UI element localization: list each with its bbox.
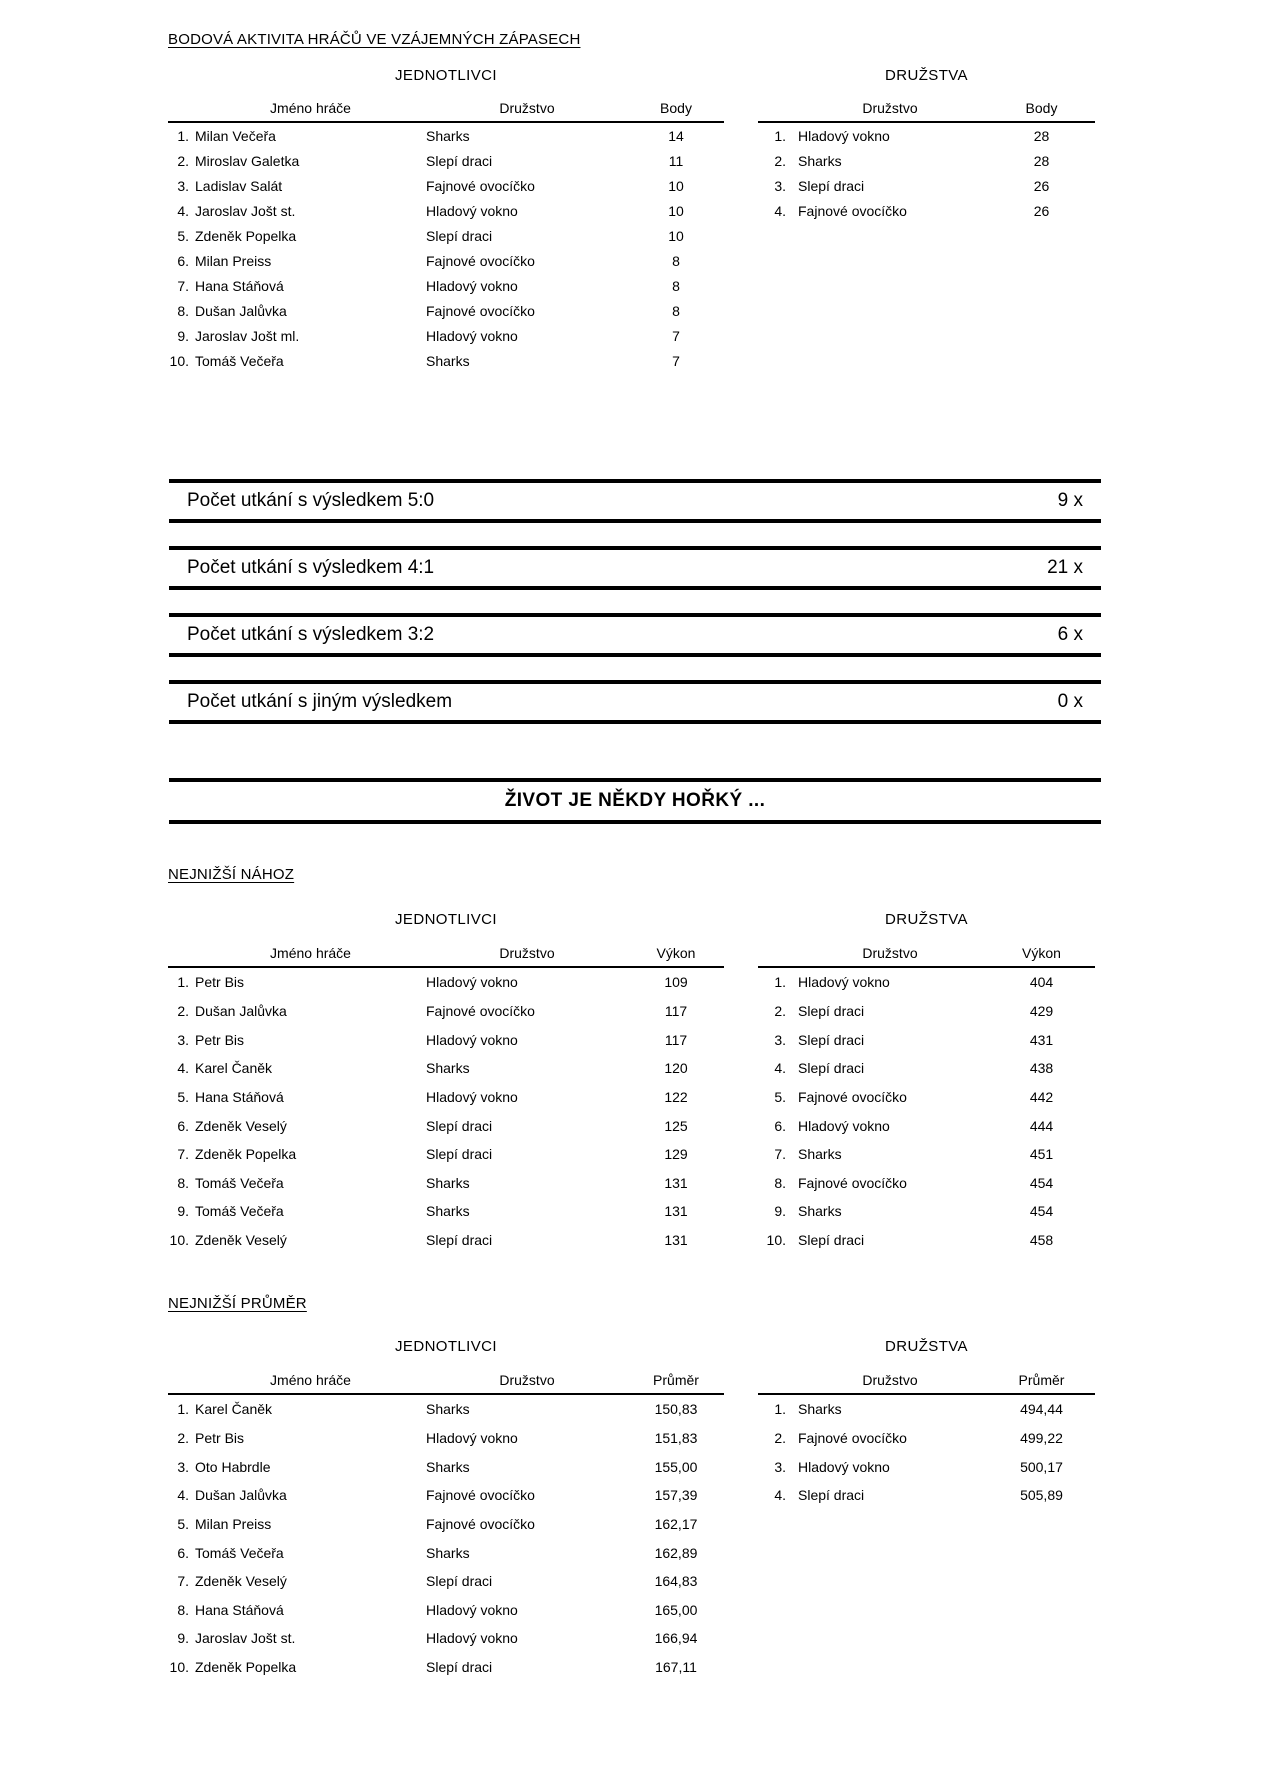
table-row [168, 1595, 724, 1624]
player-name: Tomáš Večeřa [195, 1544, 284, 1561]
player-name: Hana Stáňová [195, 1088, 284, 1105]
column-header-rank-spacer [758, 1372, 792, 1388]
column-header-rank-spacer [168, 1372, 195, 1388]
banner-value: 6 x [1057, 624, 1083, 645]
player-name: Tomáš Večeřa [195, 1203, 284, 1220]
row-rank: 8. [774, 1174, 786, 1191]
prumer-teams-table [758, 1372, 1095, 1510]
row-rank: 5. [774, 1088, 786, 1105]
table-row [168, 1111, 724, 1140]
player-name: Hana Stáňová [195, 277, 284, 294]
team-name: Sharks [798, 1401, 842, 1418]
banner-value: 21 x [1047, 557, 1083, 578]
row-rank: 4. [177, 1060, 189, 1077]
table-row [758, 123, 1095, 148]
column-header-points: Body [660, 100, 692, 116]
points-value: 26 [1033, 177, 1050, 194]
table-row [758, 968, 1095, 997]
nahoz-individuals-table [168, 945, 724, 1254]
average-value: 157,39 [654, 1487, 698, 1504]
table-row [168, 298, 724, 323]
table-header-row [758, 1372, 1095, 1395]
team-name: Slepí draci [426, 1146, 493, 1163]
team-name: Hladový vokno [798, 1117, 890, 1134]
team-name: Slepí draci [798, 1060, 865, 1077]
team-name: Fajnové ovocíčko [798, 202, 907, 219]
row-rank: 7. [774, 1146, 786, 1163]
table-row [168, 1140, 724, 1169]
banner-label: Počet utkání s jiným výsledkem [187, 691, 453, 712]
team-name: Sharks [426, 1544, 470, 1561]
performance-value: 109 [664, 974, 688, 991]
team-name: Hladový vokno [426, 277, 518, 294]
table-row [758, 1168, 1095, 1197]
result-count-row [169, 546, 1101, 590]
team-name: Fajnové ovocíčko [798, 1174, 907, 1191]
table-header-row [758, 945, 1095, 968]
team-name: Fajnové ovocíčko [798, 1429, 907, 1446]
average-value: 167,11 [655, 1659, 697, 1676]
section-heading-teams: DRUŽSTVA [885, 67, 968, 84]
points-teams-table [758, 100, 1095, 223]
table-body [758, 968, 1095, 1254]
points-value: 10 [668, 227, 684, 244]
team-name: Hladový vokno [798, 974, 890, 991]
table-row [758, 1025, 1095, 1054]
row-rank: 4. [177, 1487, 189, 1504]
points-value: 28 [1033, 152, 1050, 169]
table-row [168, 223, 724, 248]
row-rank: 7. [177, 1146, 189, 1163]
player-name: Petr Bis [195, 1031, 245, 1048]
column-header-performance: Výkon [656, 945, 696, 961]
table-header-row [168, 100, 724, 123]
points-value: 11 [668, 152, 684, 169]
divider-title: ŽIVOT JE NĚKDY HOŘKÝ ... [504, 790, 766, 811]
team-name: Slepí draci [426, 152, 493, 169]
performance-value: 454 [1029, 1174, 1054, 1191]
divider-band [169, 778, 1101, 824]
row-rank: 5. [177, 1088, 189, 1105]
banner-value: 9 x [1057, 490, 1083, 511]
performance-value: 454 [1029, 1203, 1054, 1220]
table-row [168, 1481, 724, 1510]
row-rank: 2. [177, 1002, 189, 1019]
row-rank: 10. [169, 352, 189, 369]
team-name: Hladový vokno [426, 1088, 518, 1105]
player-name: Hana Stáňová [195, 1601, 284, 1618]
row-rank: 6. [177, 1544, 189, 1561]
average-value: 162,89 [654, 1544, 698, 1561]
player-name: Dušan Jalůvka [195, 1002, 287, 1019]
table-row [168, 348, 724, 373]
points-value: 14 [668, 127, 684, 144]
player-name: Milan Preiss [195, 252, 272, 269]
table-row [168, 1226, 724, 1255]
team-name: Fajnové ovocíčko [426, 302, 535, 319]
team-name: Sharks [798, 1146, 842, 1163]
row-rank: 4. [177, 202, 189, 219]
performance-value: 438 [1029, 1060, 1054, 1077]
row-rank: 4. [774, 202, 786, 219]
column-header-average: Průměr [1018, 1372, 1065, 1388]
table-row [758, 1226, 1095, 1255]
column-header-team: Družstvo [862, 100, 918, 116]
row-rank: 2. [177, 152, 189, 169]
table-row [168, 1168, 724, 1197]
team-name: Fajnové ovocíčko [426, 252, 535, 269]
player-name: Dušan Jalůvka [195, 302, 287, 319]
table-row [758, 198, 1095, 223]
player-name: Petr Bis [195, 974, 245, 991]
table-body [168, 123, 724, 373]
team-name: Slepí draci [798, 1487, 865, 1504]
row-rank: 9. [774, 1203, 786, 1220]
player-name: Zdeněk Popelka [195, 1659, 297, 1676]
table-row [758, 148, 1095, 173]
table-row [758, 173, 1095, 198]
team-name: Sharks [426, 1174, 470, 1191]
points-value: 7 [672, 352, 680, 369]
team-name: Slepí draci [426, 1573, 493, 1590]
team-name: Slepí draci [798, 177, 865, 194]
row-rank: 5. [177, 1515, 189, 1532]
player-name: Jaroslav Jošt st. [195, 1630, 296, 1647]
table-row [168, 1083, 724, 1112]
row-rank: 2. [774, 1002, 786, 1019]
column-header-team: Družstvo [862, 945, 918, 961]
team-name: Hladový vokno [426, 202, 518, 219]
row-rank: 4. [774, 1487, 786, 1504]
points-value: 28 [1033, 127, 1050, 144]
team-name: Hladový vokno [426, 974, 518, 991]
points-value: 8 [672, 252, 680, 269]
row-rank: 3. [177, 1031, 189, 1048]
section-title-prumer: NEJNIŽŠÍ PRŮMĚR [168, 1295, 307, 1312]
performance-value: 125 [664, 1117, 688, 1134]
performance-value: 429 [1029, 1002, 1054, 1019]
table-row [758, 1111, 1095, 1140]
table-row [168, 1025, 724, 1054]
row-rank: 2. [774, 152, 786, 169]
average-value: 166,94 [654, 1630, 698, 1647]
performance-value: 444 [1029, 1117, 1054, 1134]
points-value: 10 [668, 202, 684, 219]
column-header-team: Družstvo [499, 945, 555, 961]
table-row [168, 1197, 724, 1226]
average-value: 165,00 [654, 1601, 698, 1618]
performance-value: 120 [664, 1060, 688, 1077]
column-header-team: Družstvo [862, 1372, 918, 1388]
team-name: Slepí draci [426, 1117, 493, 1134]
performance-value: 129 [664, 1146, 688, 1163]
performance-value: 404 [1029, 974, 1054, 991]
team-name: Sharks [426, 1401, 470, 1418]
table-row [758, 1054, 1095, 1083]
table-row [168, 1510, 724, 1539]
average-value: 499,22 [1020, 1429, 1063, 1446]
table-header-row [168, 945, 724, 968]
column-header-player: Jméno hráče [270, 1372, 351, 1388]
row-rank: 3. [774, 1458, 786, 1475]
performance-value: 458 [1029, 1232, 1054, 1249]
table-row [168, 1653, 724, 1682]
player-name: Karel Čaněk [195, 1060, 273, 1077]
table-row [168, 148, 724, 173]
result-count-row [169, 680, 1101, 724]
row-rank: 8. [177, 1601, 189, 1618]
row-rank: 7. [177, 277, 189, 294]
table-body [758, 123, 1095, 223]
team-name: Slepí draci [798, 1002, 865, 1019]
banner-label: Počet utkání s výsledkem 5:0 [187, 490, 435, 511]
table-body [168, 968, 724, 1254]
section-heading-individuals: JEDNOTLIVCI [395, 1338, 497, 1355]
player-name: Milan Večeřa [195, 127, 276, 144]
team-name: Hladový vokno [426, 327, 518, 344]
team-name: Sharks [798, 1203, 842, 1220]
performance-value: 122 [664, 1088, 688, 1105]
row-rank: 1. [177, 127, 189, 144]
team-name: Hladový vokno [426, 1031, 518, 1048]
row-rank: 5. [177, 227, 189, 244]
player-name: Milan Preiss [195, 1515, 272, 1532]
banner-label: Počet utkání s výsledkem 4:1 [187, 557, 435, 578]
player-name: Zdeněk Popelka [195, 1146, 297, 1163]
row-rank: 7. [177, 1573, 189, 1590]
table-row [168, 173, 724, 198]
row-rank: 4. [774, 1060, 786, 1077]
row-rank: 9. [177, 1630, 189, 1647]
table-row [168, 997, 724, 1026]
row-rank: 3. [177, 177, 189, 194]
row-rank: 1. [774, 974, 786, 991]
team-name: Slepí draci [426, 1232, 493, 1249]
table-row [168, 1395, 724, 1424]
table-row [758, 1481, 1095, 1510]
row-rank: 6. [177, 252, 189, 269]
player-name: Oto Habrdle [195, 1458, 271, 1475]
table-row [168, 248, 724, 273]
player-name: Jaroslav Jošt ml. [195, 327, 300, 344]
column-header-rank-spacer [168, 100, 195, 116]
player-name: Dušan Jalůvka [195, 1487, 287, 1504]
section-heading-teams: DRUŽSTVA [885, 1338, 968, 1355]
table-row [168, 123, 724, 148]
player-name: Karel Čaněk [195, 1401, 273, 1418]
team-name: Sharks [426, 127, 470, 144]
row-rank: 2. [177, 1429, 189, 1446]
row-rank: 9. [177, 327, 189, 344]
row-rank: 3. [177, 1458, 189, 1475]
player-name: Miroslav Galetka [195, 152, 300, 169]
player-name: Zdeněk Veselý [195, 1232, 287, 1249]
row-rank: 1. [177, 1401, 189, 1418]
average-value: 505,89 [1020, 1487, 1063, 1504]
team-name: Hladový vokno [426, 1630, 518, 1647]
team-name: Slepí draci [426, 227, 493, 244]
column-header-average: Průměr [653, 1372, 699, 1388]
table-row [168, 273, 724, 298]
performance-value: 131 [664, 1232, 688, 1249]
page-title: BODOVÁ AKTIVITA HRÁČŮ VE VZÁJEMNÝCH ZÁPASECH [168, 31, 581, 48]
row-rank: 10. [169, 1659, 189, 1676]
column-header-team: Družstvo [499, 1372, 555, 1388]
player-name: Zdeněk Popelka [195, 227, 297, 244]
points-value: 10 [668, 177, 684, 194]
team-name: Fajnové ovocíčko [426, 1487, 535, 1504]
team-name: Sharks [426, 1458, 470, 1475]
table-body [168, 1395, 724, 1681]
table-row [758, 1140, 1095, 1169]
table-row [168, 198, 724, 223]
column-header-rank-spacer [758, 945, 792, 961]
average-value: 150,83 [654, 1401, 698, 1418]
row-rank: 1. [774, 1401, 786, 1418]
points-value: 8 [672, 277, 680, 294]
column-header-performance: Výkon [1022, 945, 1061, 961]
table-row [168, 1054, 724, 1083]
table-row [168, 1567, 724, 1596]
team-name: Sharks [798, 152, 842, 169]
result-count-row [169, 613, 1101, 657]
team-name: Hladový vokno [798, 127, 890, 144]
team-name: Fajnové ovocíčko [426, 1002, 535, 1019]
row-rank: 10. [169, 1232, 189, 1249]
team-name: Sharks [426, 1060, 470, 1077]
row-rank: 8. [177, 1174, 189, 1191]
team-name: Fajnové ovocíčko [798, 1088, 907, 1105]
average-value: 162,17 [654, 1515, 698, 1532]
table-row [758, 997, 1095, 1026]
row-rank: 9. [177, 1203, 189, 1220]
section-heading-teams: DRUŽSTVA [885, 911, 968, 928]
table-row [758, 1452, 1095, 1481]
result-count-row [169, 479, 1101, 523]
player-name: Jaroslav Jošt st. [195, 202, 296, 219]
team-name: Sharks [426, 352, 470, 369]
average-value: 155,00 [654, 1458, 698, 1475]
average-value: 164,83 [654, 1573, 698, 1590]
player-name: Zdeněk Veselý [195, 1573, 287, 1590]
row-rank: 6. [177, 1117, 189, 1134]
points-individuals-table [168, 100, 724, 373]
team-name: Slepí draci [798, 1031, 865, 1048]
table-row [168, 1538, 724, 1567]
player-name: Tomáš Večeřa [195, 352, 284, 369]
player-name: Tomáš Večeřa [195, 1174, 284, 1191]
nahoz-teams-table [758, 945, 1095, 1254]
table-row [758, 1197, 1095, 1226]
row-rank: 3. [774, 177, 786, 194]
column-header-rank-spacer [168, 945, 195, 961]
player-name: Petr Bis [195, 1429, 245, 1446]
row-rank: 2. [774, 1429, 786, 1446]
prumer-individuals-table [168, 1372, 724, 1681]
table-row [168, 1452, 724, 1481]
section-heading-individuals: JEDNOTLIVCI [395, 67, 497, 84]
row-rank: 1. [774, 127, 786, 144]
performance-value: 451 [1029, 1146, 1054, 1163]
table-row [168, 1424, 724, 1453]
team-name: Hladový vokno [426, 1601, 518, 1618]
performance-value: 131 [664, 1174, 688, 1191]
row-rank: 8. [177, 302, 189, 319]
table-row [758, 1395, 1095, 1424]
average-value: 151,83 [654, 1429, 698, 1446]
table-row [758, 1083, 1095, 1112]
row-rank: 1. [177, 974, 189, 991]
performance-value: 131 [664, 1203, 688, 1220]
table-header-row [758, 100, 1095, 123]
column-header-rank-spacer [758, 100, 792, 116]
team-name: Fajnové ovocíčko [426, 177, 535, 194]
points-value: 8 [672, 302, 680, 319]
banner-label: Počet utkání s výsledkem 3:2 [187, 624, 435, 645]
row-rank: 10. [766, 1232, 786, 1249]
column-header-player: Jméno hráče [270, 100, 351, 116]
team-name: Hladový vokno [798, 1458, 890, 1475]
table-row [168, 968, 724, 997]
performance-value: 431 [1029, 1031, 1054, 1048]
performance-value: 442 [1029, 1088, 1054, 1105]
table-row [168, 1624, 724, 1653]
team-name: Fajnové ovocíčko [426, 1515, 535, 1532]
points-value: 26 [1033, 202, 1050, 219]
row-rank: 6. [774, 1117, 786, 1134]
team-name: Hladový vokno [426, 1429, 518, 1446]
average-value: 500,17 [1020, 1458, 1063, 1475]
player-name: Zdeněk Veselý [195, 1117, 287, 1134]
row-rank: 3. [774, 1031, 786, 1048]
section-title-nahoz: NEJNIŽŠÍ NÁHOZ [168, 866, 295, 883]
team-name: Sharks [426, 1203, 470, 1220]
column-header-points: Body [1025, 100, 1058, 116]
player-name: Ladislav Salát [195, 177, 283, 194]
banner-value: 0 x [1057, 691, 1083, 712]
table-row [168, 323, 724, 348]
section-heading-individuals: JEDNOTLIVCI [395, 911, 497, 928]
column-header-team: Družstvo [499, 100, 555, 116]
table-header-row [168, 1372, 724, 1395]
table-body [758, 1395, 1095, 1510]
performance-value: 117 [664, 1002, 688, 1019]
performance-value: 117 [664, 1031, 688, 1048]
team-name: Slepí draci [798, 1232, 865, 1249]
average-value: 494,44 [1020, 1401, 1063, 1418]
table-row [758, 1424, 1095, 1453]
team-name: Slepí draci [426, 1659, 493, 1676]
column-header-player: Jméno hráče [270, 945, 351, 961]
points-value: 7 [672, 327, 680, 344]
